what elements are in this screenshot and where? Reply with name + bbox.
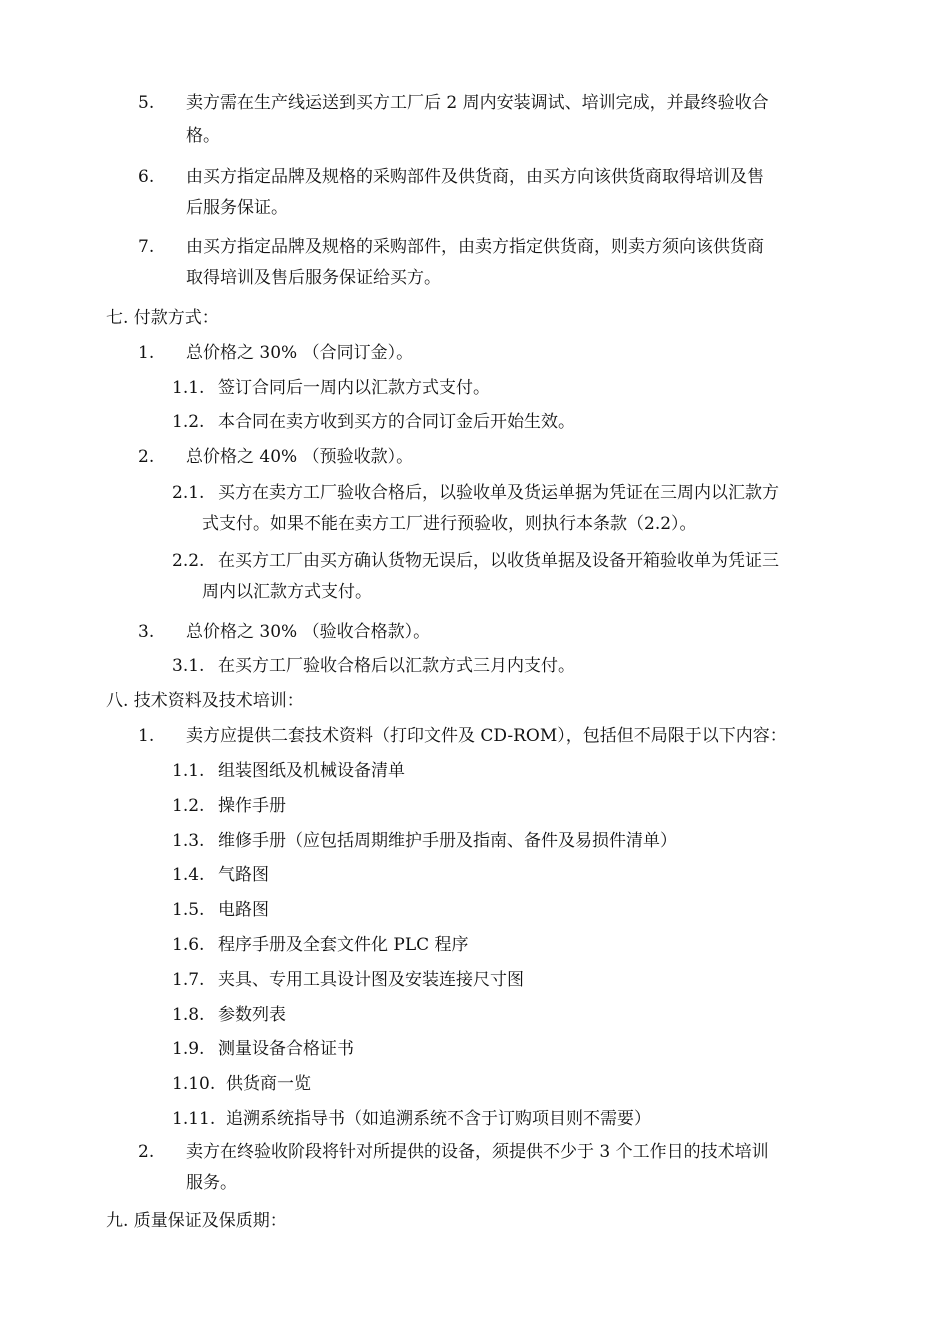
- item-text: 服务。: [186, 1173, 237, 1193]
- item-number: 3.: [138, 622, 155, 642]
- section-heading: 七. 付款方式：: [106, 308, 219, 328]
- sub-item-text: 夹具、专用工具设计图及安装连接尺寸图: [218, 970, 524, 990]
- item-number: 6.: [138, 167, 155, 187]
- item-number: 7.: [138, 237, 155, 257]
- sub-item-text: 本合同在卖方收到买方的合同订金后开始生效。: [218, 412, 575, 432]
- sub-item-number: 1.1.: [172, 378, 205, 398]
- item-text: 由买方指定品牌及规格的采购部件及供货商，由买方向该供货商取得培训及售: [186, 167, 764, 187]
- sub-item-text: 参数列表: [218, 1005, 286, 1025]
- item-text: 取得培训及售后服务保证给买方。: [186, 268, 441, 288]
- sub-item-text: 电路图: [218, 900, 269, 920]
- sub-item-number: 1.4.: [172, 865, 205, 885]
- sub-item-text: 操作手册: [218, 796, 286, 816]
- sub-item-text: 在买方工厂由买方确认货物无误后，以收货单据及设备开箱验收单为凭证三: [218, 551, 779, 571]
- sub-item-number: 1.9.: [172, 1039, 205, 1059]
- item-number: 1.: [138, 726, 155, 746]
- item-text: 卖方在终验收阶段将针对所提供的设备，须提供不少于 3 个工作日的技术培训: [186, 1142, 769, 1162]
- sub-item-text: 气路图: [218, 865, 269, 885]
- item-text: 格。: [186, 126, 220, 146]
- sub-item-number: 2.2.: [172, 551, 205, 571]
- sub-item-text: 供货商一览: [226, 1074, 311, 1094]
- sub-item-text: 维修手册（应包括周期维护手册及指南、备件及易损件清单）: [218, 831, 677, 851]
- sub-item-text: 测量设备合格证书: [218, 1039, 354, 1059]
- sub-item-text: 式支付。如果不能在卖方工厂进行预验收，则执行本条款（2.2）。: [202, 514, 697, 534]
- sub-item-number: 1.10.: [172, 1074, 216, 1094]
- section-heading: 九. 质量保证及保质期：: [106, 1211, 287, 1231]
- item-number: 5.: [138, 93, 155, 113]
- item-text: 卖方需在生产线运送到买方工厂后 2 周内安装调试、培训完成，并最终验收合: [186, 93, 769, 113]
- item-number: 1.: [138, 343, 155, 363]
- item-text: 总价格之 30% （合同订金）。: [186, 343, 414, 363]
- sub-item-number: 1.11.: [172, 1109, 216, 1129]
- item-number: 2.: [138, 1142, 155, 1162]
- sub-item-number: 2.1.: [172, 483, 205, 503]
- sub-item-number: 1.2.: [172, 796, 205, 816]
- item-text: 由买方指定品牌及规格的采购部件，由卖方指定供货商，则卖方须向该供货商: [186, 237, 764, 257]
- sub-item-text: 组装图纸及机械设备清单: [218, 761, 405, 781]
- item-text: 总价格之 30% （验收合格款）。: [186, 622, 431, 642]
- item-text: 后服务保证。: [186, 198, 288, 218]
- section-heading: 八. 技术资料及技术培训：: [106, 691, 304, 711]
- sub-item-number: 1.7.: [172, 970, 205, 990]
- sub-item-text: 买方在卖方工厂验收合格后，以验收单及货运单据为凭证在三周内以汇款方: [218, 483, 779, 503]
- sub-item-number: 1.5.: [172, 900, 205, 920]
- item-text: 卖方应提供二套技术资料（打印文件及 CD-ROM），包括但不局限于以下内容：: [186, 726, 787, 746]
- sub-item-number: 1.6.: [172, 935, 205, 955]
- sub-item-text: 在买方工厂验收合格后以汇款方式三月内支付。: [218, 656, 575, 676]
- item-number: 2.: [138, 447, 155, 467]
- sub-item-text: 周内以汇款方式支付。: [202, 582, 372, 602]
- sub-item-number: 3.1.: [172, 656, 205, 676]
- sub-item-number: 1.2.: [172, 412, 205, 432]
- sub-item-text: 签订合同后一周内以汇款方式支付。: [218, 378, 490, 398]
- sub-item-number: 1.8.: [172, 1005, 205, 1025]
- sub-item-text: 追溯系统指导书（如追溯系统不含于订购项目则不需要）: [226, 1109, 651, 1129]
- sub-item-text: 程序手册及全套文件化 PLC 程序: [218, 935, 469, 955]
- sub-item-number: 1.3.: [172, 831, 205, 851]
- item-text: 总价格之 40% （预验收款）。: [186, 447, 414, 467]
- sub-item-number: 1.1.: [172, 761, 205, 781]
